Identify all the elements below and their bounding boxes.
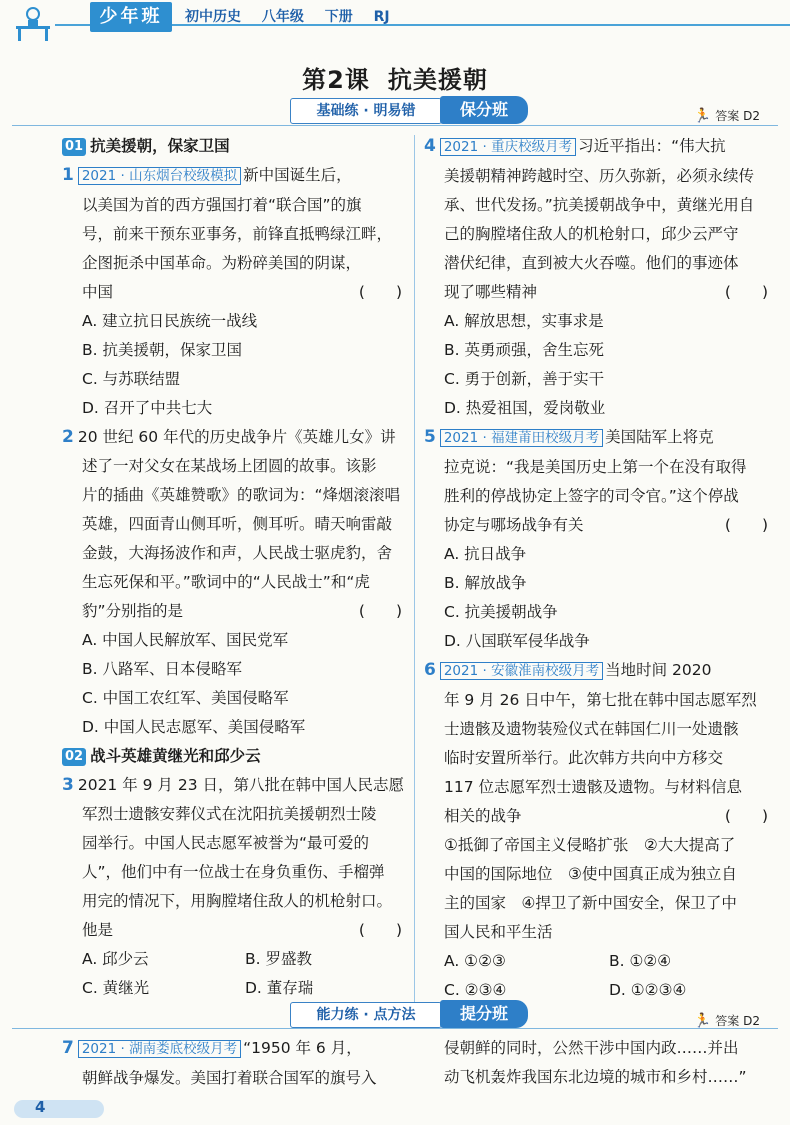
column-divider bbox=[414, 135, 415, 1025]
answer-ref: 🏃 答案 D2 bbox=[693, 108, 760, 124]
option: B. 抗美援朝，保家卫国 bbox=[82, 341, 242, 359]
option: B. 英勇顽强，舍生忘死 bbox=[444, 341, 604, 359]
option: C. 中国工农红军、美国侵略军 bbox=[82, 689, 289, 707]
answer-blank: ( ) bbox=[358, 283, 402, 301]
option: D. 中国人民志愿军、美国侵略军 bbox=[82, 718, 306, 736]
answer-blank: ( ) bbox=[358, 921, 402, 939]
question-source: 2021 · 安徽淮南校级月考 bbox=[440, 662, 603, 680]
runner-icon: 🏃 bbox=[693, 1013, 712, 1029]
section-banner-basic bbox=[290, 98, 530, 124]
answer-blank: ( ) bbox=[724, 516, 768, 534]
statement: 主的国家 ④捍卫了新中国安全，保卫了中 bbox=[444, 894, 737, 912]
option: D. 热爱祖国，爱岗敬业 bbox=[444, 399, 606, 417]
section-class: 提分班 bbox=[440, 1000, 528, 1028]
subject: 初中历史 bbox=[185, 9, 241, 25]
page-number-tab bbox=[14, 1100, 104, 1118]
topic-heading: 01 抗美援朝，保家卫国 bbox=[62, 132, 408, 161]
question-source: 2021 · 福建莆田校级月考 bbox=[440, 429, 603, 447]
brand-badge: 少年班 bbox=[90, 2, 172, 32]
question-7: 7 2021 · 湖南娄底校级月考 “1950 年 6 月， 朝鲜战争爆发。美国打着联合国军的旗号入 bbox=[62, 1038, 377, 1087]
statement: 中国的国际地位 ③使中国真正成为独立自 bbox=[444, 865, 737, 883]
page-number: 4 bbox=[35, 1098, 46, 1116]
left-column bbox=[62, 132, 408, 1003]
question-source: 2021 · 山东烟台校级模拟 bbox=[78, 167, 241, 185]
question-source: 2021 · 湖南娄底校级月考 bbox=[78, 1040, 241, 1058]
option: C. 黄继光 bbox=[82, 979, 150, 997]
statement: ①抵御了帝国主义侵略扩张 ②大大提高了 bbox=[444, 836, 736, 854]
divider bbox=[12, 1028, 778, 1029]
book-info bbox=[185, 6, 406, 26]
question-5: 5 2021 · 福建莆田校级月考 美国陆军上将克 拉克说：“我是美国历史上第一个在没有取得 胜利的停战协定上签字的司令官。”这个停战 协定与哪场战争有关 ( ) A. 抗日战争 B. 解放战争 C. 抗美援朝战争 D. 八国联军侵华战争 bbox=[424, 423, 774, 656]
option: D. ①②③④ bbox=[609, 981, 687, 999]
option: C. 勇于创新，善于实干 bbox=[444, 370, 605, 388]
option: D. 八国联军侵华战争 bbox=[444, 632, 590, 650]
page-title bbox=[0, 60, 790, 95]
answer-blank: ( ) bbox=[724, 283, 768, 301]
right-column bbox=[424, 132, 774, 1005]
option: C. 抗美援朝战争 bbox=[444, 603, 558, 621]
option: D. 召开了中共七大 bbox=[82, 399, 213, 417]
divider bbox=[12, 125, 778, 126]
option: A. 邱少云 bbox=[82, 950, 149, 968]
option: C. 与苏联结盟 bbox=[82, 370, 181, 388]
question-source: 2021 · 重庆校级月考 bbox=[440, 138, 576, 156]
option: B. 罗盛教 bbox=[245, 950, 312, 968]
edition: RJ bbox=[373, 9, 390, 25]
option: C. ②③④ bbox=[444, 981, 507, 999]
option: B. 八路军、日本侵略军 bbox=[82, 660, 242, 678]
option: D. 董存瑞 bbox=[245, 979, 314, 997]
answer-blank: ( ) bbox=[358, 602, 402, 620]
grade: 八年级 bbox=[261, 9, 304, 25]
option: A. 中国人民解放军、国民党军 bbox=[82, 631, 289, 649]
lesson-number: 第2课 bbox=[302, 66, 370, 94]
answer-ref: 🏃 答案 D2 bbox=[693, 1013, 760, 1029]
option: A. 解放思想，实事求是 bbox=[444, 312, 604, 330]
student-desk-logo-icon bbox=[8, 4, 58, 44]
option: A. ①②③ bbox=[444, 952, 506, 970]
page-header bbox=[0, 0, 790, 42]
statement: 国人民和平生活 bbox=[444, 923, 553, 941]
runner-icon: 🏃 bbox=[693, 108, 712, 124]
question-1: 1 2021 · 山东烟台校级模拟 新中国诞生后， 以美国为首的西方强国打着“联合国”的旗 号，前来干预东亚事务，前锋直抵鸭绿江畔， 企图扼杀中国革命。为粉碎美国的阴谋， 中国 ( ) A. 建立抗日民族统一战线 B. 抗美援朝，保家卫国 C. 与苏联结盟 D. 召开了中共七大 bbox=[62, 161, 408, 423]
option: B. ①②④ bbox=[609, 952, 672, 970]
question-7-continued: 侵朝鲜的同时，公然干涉中国内政……并出 动飞机轰炸我国东北边境的城市和乡村……” bbox=[444, 1039, 747, 1086]
section-label: 基础练 · 明易错 bbox=[290, 98, 442, 124]
option: B. 解放战争 bbox=[444, 574, 527, 592]
option: A. 建立抗日民族统一战线 bbox=[82, 312, 258, 330]
section-class: 保分班 bbox=[440, 96, 528, 124]
question-6: 6 2021 · 安徽淮南校级月考 当地时间 2020 年 9 月 26 日中午，第七批在韩中国志愿军烈 士遗骸及遗物装殓仪式在韩国仁川一处遗骸 临时安置所举行。此次韩方共向中方移交 117 位志愿军烈士遗骸及遗物。与材料信息 相关的战争 ( ) ①抵御了帝国主义侵略扩张 ②大大提高了 中国的国际地位 ③使中国真正成为独立自 主的国家 ④捍卫了新中国安全，保卫了中 国人民和平生活 A. ①②③ B. ①②④ C. ②③④ D. ①②③④ bbox=[424, 656, 774, 1005]
option: A. 抗日战争 bbox=[444, 545, 527, 563]
lesson-title: 抗美援朝 bbox=[387, 66, 488, 94]
question-3: 3 2021 年 9 月 23 日，第八批在韩中国人民志愿 军烈士遗骸安葬仪式在沈阳抗美援朝烈士陵 园举行。中国人民志愿军被誉为“最可爱的 人”，他们中有一位战士在身负重伤、手榴弹 用完的情况下，用胸膛堵住敌人的机枪射口。 他是 ( ) A. 邱少云 B. 罗盛教 C. 黄继光 D. 董存瑞 bbox=[62, 771, 408, 1003]
section-banner-ability bbox=[290, 1002, 530, 1028]
volume: 下册 bbox=[324, 9, 353, 25]
section-label: 能力练 · 点方法 bbox=[290, 1002, 442, 1028]
question-2: 2 20 世纪 60 年代的历史战争片《英雄儿女》讲 述了一对父女在某战场上团圆的故事。该影 片的插曲《英雄赞歌》的歌词为：“烽烟滚滚唱 英雄，四面青山侧耳听，侧耳听。晴天响雷敲 金鼓，大海扬波作和声，人民战士驱虎豹，舍 生忘死保和平。”歌词中的“人民战士”和“虎 豹”分别指的是 ( ) A. 中国人民解放军、国民党军 B. 八路军、日本侵略军 C. 中国工农红军、美国侵略军 D. 中国人民志愿军、美国侵略军 bbox=[62, 423, 408, 742]
topic-heading: 02 战斗英雄黄继光和邱少云 bbox=[62, 742, 408, 771]
question-4: 4 2021 · 重庆校级月考 习近平指出：“伟大抗 美援朝精神跨越时空、历久弥新，必须永续传 承、世代发扬。”抗美援朝战争中，黄继光用自 己的胸膛堵住敌人的机枪射口，邱少云严守 潜伏纪律，直到被大火吞噬。他们的事迹体 现了哪些精神 ( ) A. 解放思想，实事求是 B. 英勇顽强，舍生忘死 C. 勇于创新，善于实干 D. 热爱祖国，爱岗敬业 bbox=[424, 132, 774, 423]
answer-blank: ( ) bbox=[724, 807, 768, 825]
